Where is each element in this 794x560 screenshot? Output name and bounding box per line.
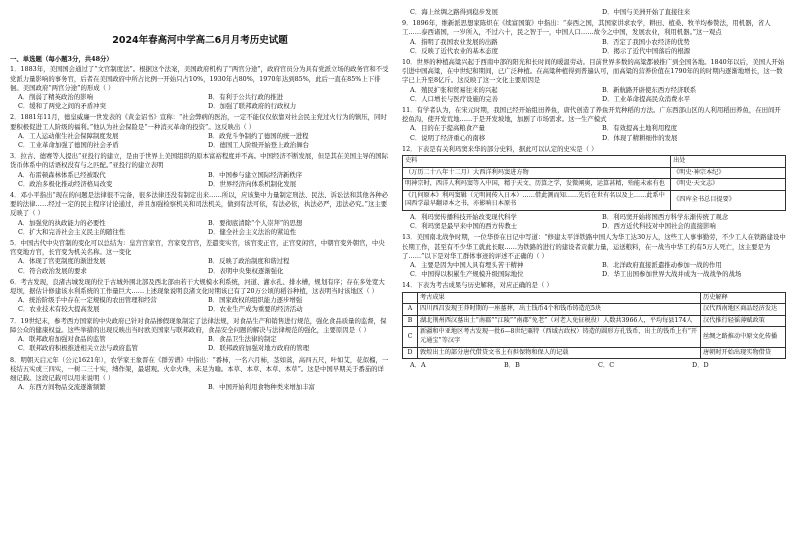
option-b[interactable]: B．新航路开辟使东西方经济联系 xyxy=(602,85,697,94)
option-a[interactable]: A．联邦政府加强对食品的监管 xyxy=(18,335,106,344)
option-c[interactable]: C．农业技术有较大提高发展 xyxy=(18,305,100,314)
option-d[interactable]: D．德国工人阶级开始登上政治舞台 xyxy=(208,141,309,150)
option-a[interactable]: A．工人运动催生社会保障制度发展 xyxy=(18,131,119,140)
question-stem: 4．邓小平指出“现在的问题是法律很不完备，很多法律还没有制定出来……所以，应该集中力量制定刑法、民法、诉讼法和其他各种必要的法律……经过一定的民主程序讨论通过，并且加强检察机关和司法机关，做到有法可依，有法必依，执法必严，违法必究。”这主要反映了（ ） xyxy=(10,191,388,218)
option-b[interactable]: B．中国参与建立国际经济新秩序 xyxy=(208,170,303,179)
question-stem: 8．明朝天启元年（公元1621年），农学家王象晋在《群芳谱》中指出：“番柿，一名六月柿，茎如蒿，高四五尺，叶如艾，花似榴，一枝结五实或三四实，一树二三十实，缚作架，最堪观。火伞火珠，未足为喻。本草、本草、本草、本草”。这是中国早期关于番茄的详细记载。这段记载可以用来说明（ ） xyxy=(10,355,389,382)
question-options xyxy=(18,171,390,189)
table-cell: 《明史·神宗本纪》 xyxy=(671,167,786,179)
option-a[interactable]: A．体现了官吏制度的渐进发展 xyxy=(18,257,106,266)
question-12 xyxy=(402,145,786,232)
archaeology-table xyxy=(402,292,786,360)
question-options xyxy=(410,8,786,17)
question-2 xyxy=(10,113,390,150)
option-a[interactable]: A．指明了我国农业发展的出路 xyxy=(410,37,498,46)
table-row xyxy=(403,190,786,210)
option-d[interactable]: D．表明中央集权逐渐强化 xyxy=(208,266,284,275)
option-d[interactable]: D．华工出国参加世界大战并成为一战战争的战场 xyxy=(602,270,742,279)
question-stem: 2．1881年11月，德皇威廉一世发表的《黄金诏书》宣称：“社会弊病的医治，一定不能仅仅依靠对社会民主党过火行为的镇压，同时要积极促进工人阶级的福利。”他认为社会保险是“一种消灭革命的投资”。这反映出（ ） xyxy=(10,113,387,131)
table-cell: 新疆和中亚地区考古发现一批6—8世纪粟特（西域古政权）铸造的圆形方孔钱币，出土的钱币上有“开元通宝”等汉字 xyxy=(418,327,701,347)
table-header-row xyxy=(403,156,786,168)
option-c[interactable]: C．利玛窦是最早来中国的西方传教士 xyxy=(410,222,518,231)
table-cell: 湖北荆州西汉墓出土“南郡”“江陵”“南郡“免老”（对老人免征税役）人数共3966人，平均每县174人 xyxy=(418,315,701,327)
option-b[interactable]: B．国家政权的组织能力逐步增强 xyxy=(208,296,303,305)
question-11 xyxy=(402,106,786,143)
option-c[interactable]: C．工业革命加强了德国的社会矛盾 xyxy=(18,141,119,150)
option-a[interactable]: A．A xyxy=(410,361,426,370)
question-options xyxy=(410,86,786,104)
question-stem: 5．中国古代中央官制的变化可以总结为：皇宫宫家官，宫家变宫官，差遣变实官，该官变正官，正官变闲官，中朝官变外朝官，中央官变地方官，长官变为机关名称。这一变化 xyxy=(10,239,385,257)
table-header: 出处 xyxy=(671,156,786,168)
table-cell: 敦煌出土的部分唐代借贷文书上有担保物和保人的记载 xyxy=(418,347,701,359)
table-cell: 丝绸之路推动中原文化传播 xyxy=(701,327,786,347)
option-b[interactable]: B．北洋政府直接派遣推动参加一战的作用 xyxy=(602,261,722,270)
option-a[interactable]: A．东西方间物品交流逐渐频繁 xyxy=(18,383,106,392)
question-stem: 10．世界的种植高粱兴起于西南中部的阳光和长时间的暖温劳动。目前世界多数的高粱都被推广到全国各地。1840年以后，美国人开始引进中国高粱，在中世纪和期间，已广泛种植。在高粱种植得到普遍认可，而高粱的营养价值在1790年的的时期内逐渐地增长，这一数字已上升至8亿斤。这反映了这一文化主要原因是 xyxy=(402,58,785,85)
table-cell: 《明史·天文志》 xyxy=(671,179,786,191)
left-column xyxy=(10,0,390,560)
option-c[interactable]: C．说明了经济重心的南移 xyxy=(410,133,486,142)
question-10 xyxy=(402,58,786,104)
option-c[interactable]: C．C xyxy=(598,361,615,370)
table-cell: 汉代西南地区商品经济发达 xyxy=(701,304,786,316)
option-d[interactable]: D．揭示了近代中国落后的根源 xyxy=(602,46,691,55)
option-d[interactable]: D．联邦政府加强对地方政府的管理 xyxy=(208,344,309,353)
question-options xyxy=(410,124,786,142)
right-column xyxy=(402,0,786,560)
table-cell: （万历二十八年十二月）大西洋利玛窦进方物 xyxy=(403,167,671,179)
option-a[interactable]: A．削弱了精英政治的影响 xyxy=(18,93,93,102)
option-c[interactable]: C．中国得以积累生产规模升级国际地位 xyxy=(410,270,524,279)
question-options xyxy=(18,383,390,392)
option-b[interactable]: B．食品卫生法律的制定 xyxy=(208,335,277,344)
table-row xyxy=(403,179,786,191)
option-c[interactable]: C．海上丝绸之路得到稳步发展 xyxy=(410,8,498,16)
option-a[interactable]: A．统治阶级手中存在一定规模的农田管理和经营 xyxy=(18,296,157,305)
table-row xyxy=(403,327,786,347)
table-row xyxy=(403,304,786,316)
option-d[interactable]: D．西方近代科技对中国社会的直接影响 xyxy=(602,222,716,231)
option-d[interactable]: D．农业生产成为重要的经济活动 xyxy=(208,305,303,314)
table-cell: 《四库全书总目提要》 xyxy=(671,190,786,210)
question-8 xyxy=(10,356,390,393)
option-b[interactable]: B．中国开始利用食物种类来增加丰富 xyxy=(208,383,315,392)
option-c[interactable]: C．符合政治发展的要求 xyxy=(18,266,87,275)
option-b[interactable]: B．B xyxy=(504,361,520,370)
table-cell: 四川西昌发现王莽时期的一座墓葬，出土钱币4个和钱币铸造范5块 xyxy=(418,304,701,316)
option-c[interactable]: C．政治多极化推动经济格局改变 xyxy=(18,179,113,188)
option-a[interactable]: A．殖民扩张和贸易往来的兴起 xyxy=(410,85,498,94)
option-d[interactable]: D．加强了联邦政府的行政权力 xyxy=(208,102,297,111)
question-options xyxy=(410,361,786,370)
question-4 xyxy=(10,191,390,237)
question-stem: 11．有学者认为，在宋元时期，我国已经开始组田养鱼，唐代创造了养鱼开荒种稻的方法。广东西部山区的人利用稻田养鱼，在田间开挖鱼沟，使开发荒地……于是开发坡地，加剧了市场需求。这一生产模式 xyxy=(402,106,781,124)
table-cell: 明神宗时，西洋人利玛窦等入中国，精于天文、历算之学，发微阐奥，运算甚精，殆能未索有也 xyxy=(403,179,671,191)
option-a[interactable]: A．加强党的执政能力的必要性 xyxy=(18,218,106,227)
table-cell: C xyxy=(403,327,418,347)
option-b[interactable]: B．有利于公共行政的推进 xyxy=(208,93,283,102)
table-header: 史料 xyxy=(403,156,671,168)
question-stem: 13．美国南北战争时期，一位华侨在日记中写道：“修建太平洋铁路中国人为华工达30万人，这些工人事事勤劳，不少工人在铁路建设中长期工作，甚至有不少华工就此长眠……为铁路的进行的建设者贡献力量，运送粮料，在一战当中华工约有5万人死亡，这主要是为了……”以下是对华工群体事迹的评述不正确的（ ） xyxy=(402,233,786,260)
question-options xyxy=(410,38,786,56)
option-a[interactable]: A．布雷顿森林体系已经被取代 xyxy=(18,170,106,179)
question-stem: 3．拉古、德赛等人提出“亚投行的建立，是由于世界上美国组织的原本富裕程度并不高。中国经济不断发展，但是其在美国主导的国际货币体系中的话语权没有与之匹配。”亚投行的建立表明 xyxy=(10,152,388,170)
option-b[interactable]: B．要彻底清除“个人崇拜”的思想 xyxy=(208,218,303,227)
table-cell: B xyxy=(403,315,418,327)
option-c[interactable]: C．人口增长与医疗设施的完善 xyxy=(410,94,498,103)
option-b[interactable]: B．有效提高土地利用程度 xyxy=(602,124,677,133)
table-cell: 汉代推行轻徭薄赋政策 xyxy=(701,315,786,327)
question-options xyxy=(18,335,390,353)
table-cell: D xyxy=(403,347,418,359)
option-d[interactable]: D．中国与美洲开始了直接往来 xyxy=(602,8,691,16)
section-heading: 一、单选题（每小题3分，共48分） xyxy=(10,55,113,64)
question-options xyxy=(18,93,390,111)
option-d[interactable]: D．体现了精耕细作的发展 xyxy=(602,133,678,142)
question-options xyxy=(410,213,786,231)
option-c[interactable]: C．扩大和完善社会主义民主的随往性 xyxy=(18,227,126,236)
option-a[interactable]: A．主要是因为中国人具有埋头苦干精神 xyxy=(410,261,524,270)
option-b[interactable]: B．反映了政治制度和谐过程 xyxy=(208,257,290,266)
question-options xyxy=(410,261,786,279)
source-table xyxy=(402,155,786,211)
table-header: 历史解释 xyxy=(701,292,786,304)
option-d[interactable]: D．世界经济向体系机制化发展 xyxy=(208,179,297,188)
table-header xyxy=(403,292,418,304)
option-b[interactable]: B．利玛窦开始将国西方科学东渐传统了观念 xyxy=(602,213,729,222)
table-cell: 《几何原本》利玛窦辑（元明间传入日本）……借此测而知……先后在世有名以及上……此系中国西学最早翻译本之书，亦影响日本原书 xyxy=(403,190,671,210)
table-header-row xyxy=(403,292,786,304)
question-options xyxy=(18,132,390,150)
table-cell: A xyxy=(403,304,418,316)
table-row xyxy=(403,315,786,327)
question-stem: 9．1896年，维新派思想家陈炽在《续富国策》中指出：“泰西之国，其国家讲求农学，耕田、植桑、牧羊均参赞法，用机器，省人工……泰西诸国，一岁所入，不过六十，民之智于一，中国人口……故今之中国，发展农业，利用机器。”这一观点 xyxy=(402,19,771,37)
table-header: 考古成果 xyxy=(418,292,701,304)
question-6 xyxy=(10,278,390,315)
question-stem: 12．下表是有关利玛窦来华的部分史料，据此可以认定的史实是（ ） xyxy=(402,144,598,153)
option-b[interactable]: B．政党斗争制约了德国的统一进程 xyxy=(208,131,309,140)
table-row xyxy=(403,347,786,359)
question-stem: 14．下表为考古成果与历史解释，对应正确的是（ ） xyxy=(402,281,553,290)
question-8-continued xyxy=(402,8,786,17)
option-b[interactable]: B．否定了我国小农经济的优势 xyxy=(602,37,690,46)
question-14 xyxy=(402,281,786,370)
option-c[interactable]: C．反映了近代农业的基本态度 xyxy=(410,46,498,55)
question-stem: 1．1883年，美国国会通过了“文官制度法”。根据这个法案，美国政府机构了“两官分途”，政府官员分为具有党派立场的政务官和不受党派力量影响的事务官，后者在美国政府中所占比例一开始只占10%，1930年占80%，1970年达到85%，此后一直在85%上下徘徊。美国政府“两官分途”的形成（ ） xyxy=(10,65,389,92)
question-stem: 7．19世纪末，参考西方国家的中央政府已针对食品掺假现象制定了法律法规，对食品生产和销售进行规范，强化食品质量的监督，保障公众的健康权益。这些举措的出现反映出当时欧美国家与联邦政府，食品安全问题的解决与法律规范的强化，主要原因是（ ） xyxy=(10,316,387,334)
question-1 xyxy=(10,65,390,111)
question-5 xyxy=(10,239,390,276)
option-a[interactable]: A．目的在于提高粮食产量 xyxy=(410,124,485,133)
table-row xyxy=(403,167,786,179)
question-options xyxy=(18,296,390,314)
question-options xyxy=(18,219,390,237)
question-9 xyxy=(402,19,786,56)
option-d[interactable]: D．D xyxy=(692,361,709,370)
option-a[interactable]: A．利玛窦传播科技开始改变现代科学 xyxy=(410,213,517,222)
question-7 xyxy=(10,317,390,354)
question-options xyxy=(18,257,390,275)
option-d[interactable]: D．健全社会主义法治的紧迫性 xyxy=(208,227,297,236)
question-13 xyxy=(402,233,786,279)
table-cell: 唐朝时开始出现实物借贷 xyxy=(701,347,786,359)
question-3 xyxy=(10,152,390,189)
question-stem: 6．考古发现，良渚古城发现的位于古城外围北部及西北部由若干大规模水利系统，河道、灌水孔、排水槽，规划有序；存在多处宽大堤坝，据估计修建该水利系统的工作量巨大……上述现象说明良渚文化时期该已有了20万公顷的稻谷种植，这表明当时该地区（ ） xyxy=(10,277,385,296)
option-d[interactable]: D．工业革命提高民众消费水平 xyxy=(602,94,691,103)
exam-title: 2024年春高河中学高二6月月考历史试题 xyxy=(112,35,288,46)
option-c[interactable]: C．联邦政府积极推进相关立法与政府监管 xyxy=(18,344,138,353)
option-c[interactable]: C．缓和了两党之间的矛盾冲突 xyxy=(18,102,106,111)
